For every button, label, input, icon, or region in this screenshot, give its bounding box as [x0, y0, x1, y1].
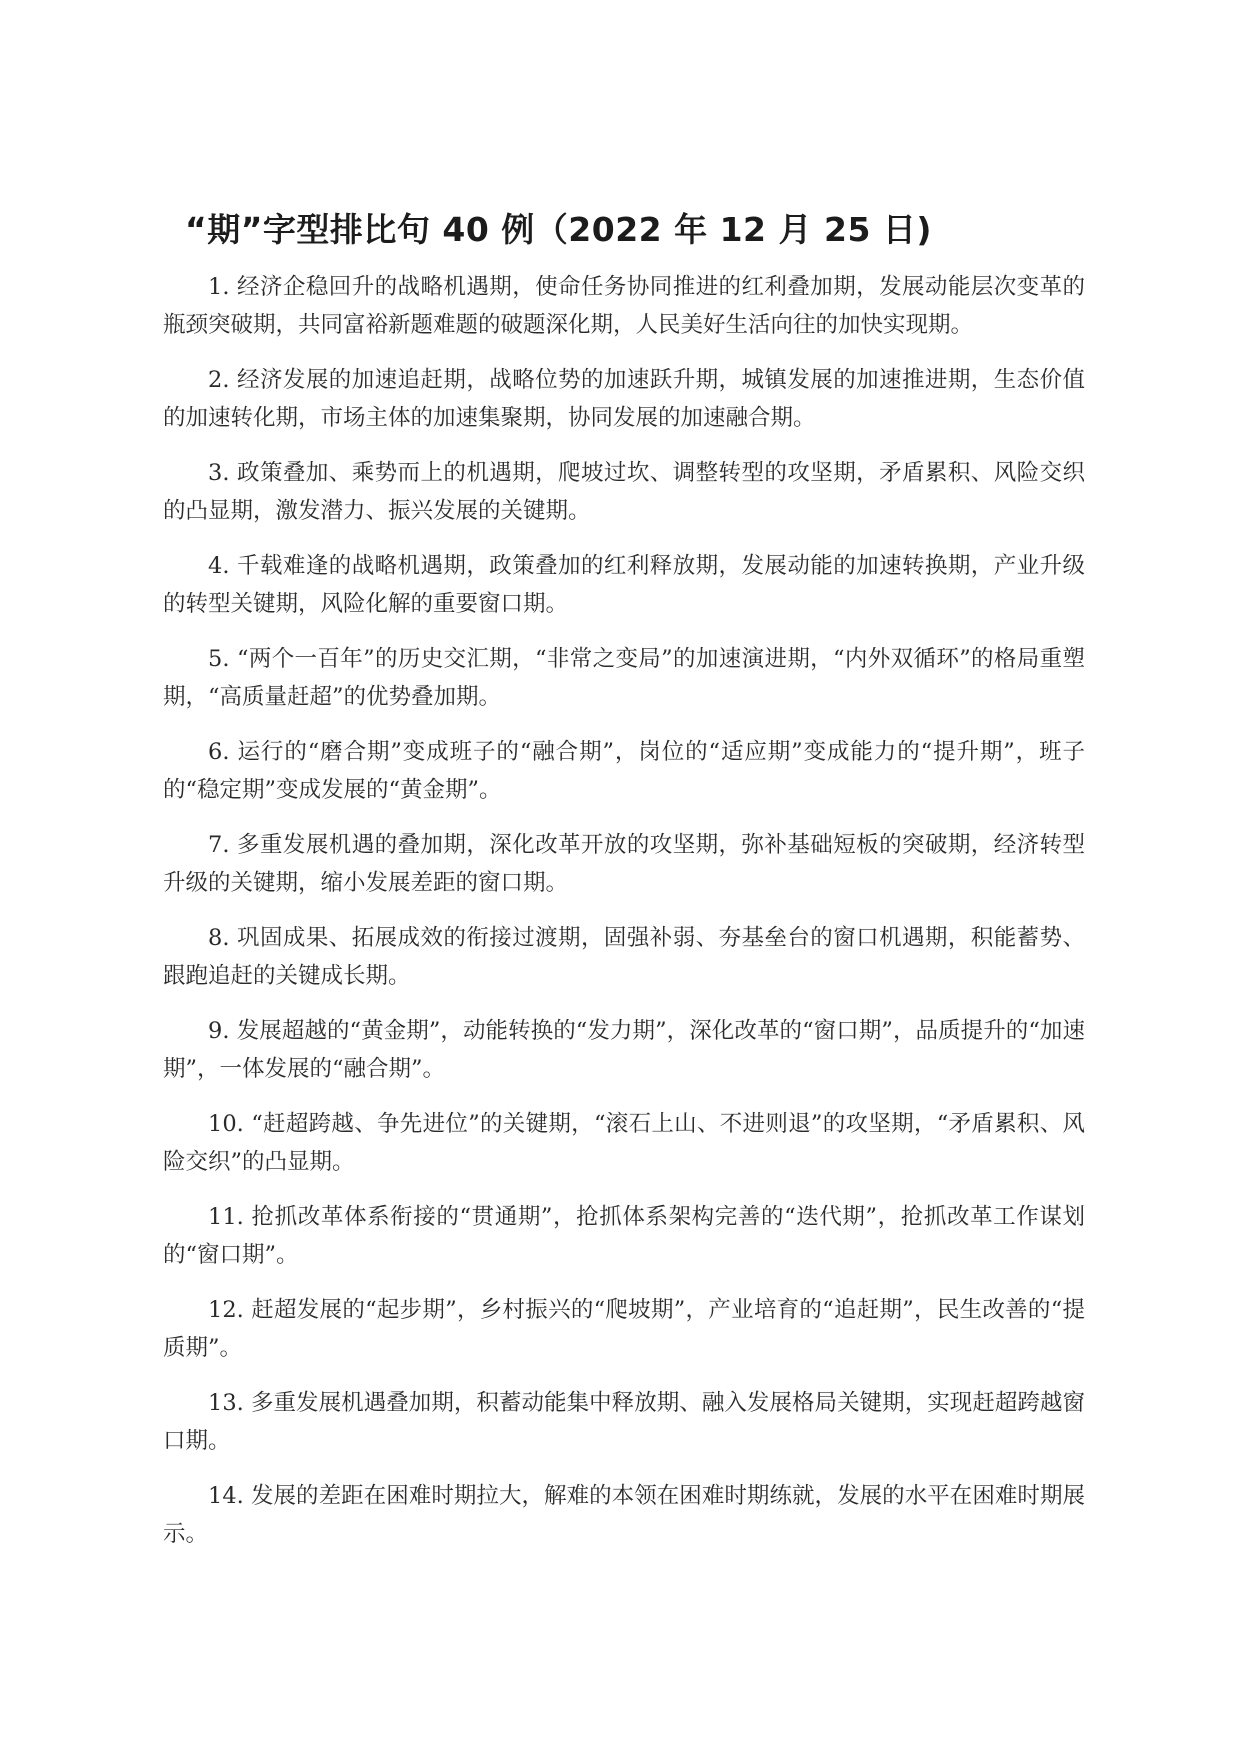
paragraph-2: 2. 经济发展的加速追赶期，战略位势的加速跃升期，城镇发展的加速推进期，生态价值的加速转化期，市场主体的加速集聚期，协同发展的加速融合期。 — [163, 367, 1085, 431]
paragraph-5: 5. “两个一百年”的历史交汇期，“非常之变局”的加速演进期，“内外双循环”的格局重塑期，“高质量赶超”的优势叠加期。 — [163, 646, 1085, 710]
paragraph-7: 7. 多重发展机遇的叠加期，深化改革开放的攻坚期，弥补基础短板的突破期，经济转型升级的关键期，缩小发展差距的窗口期。 — [163, 832, 1085, 896]
document-title: “期”字型排比句 40 例（2022 年 12 月 25 日) — [185, 210, 932, 249]
paragraph-12: 12. 赶超发展的“起步期”，乡村振兴的“爬坡期”，产业培育的“追赶期”，民生改善的“提质期”。 — [163, 1297, 1085, 1361]
paragraph-11: 11. 抢抓改革体系衔接的“贯通期”，抢抓体系架构完善的“迭代期”，抢抓改革工作谋划的“窗口期”。 — [163, 1204, 1085, 1268]
paragraph-4: 4. 千载难逢的战略机遇期，政策叠加的红利释放期，发展动能的加速转换期，产业升级的转型关键期，风险化解的重要窗口期。 — [163, 553, 1085, 617]
paragraph-14: 14. 发展的差距在困难时期拉大，解难的本领在困难时期练就，发展的水平在困难时期展示。 — [163, 1483, 1085, 1547]
document-page — [163, 208, 1085, 1570]
paragraph-10: 10. “赶超跨越、争先进位”的关键期，“滚石上山、不进则退”的攻坚期，“矛盾累积、风险交织”的凸显期。 — [163, 1111, 1085, 1175]
paragraph-8: 8. 巩固成果、拓展成效的衔接过渡期，固强补弱、夯基垒台的窗口机遇期，积能蓄势、跟跑追赶的关键成长期。 — [163, 925, 1085, 989]
paragraph-6: 6. 运行的“磨合期”变成班子的“融合期”，岗位的“适应期”变成能力的“提升期”，班子的“稳定期”变成发展的“黄金期”。 — [163, 739, 1085, 803]
paragraph-9: 9. 发展超越的“黄金期”，动能转换的“发力期”，深化改革的“窗口期”，品质提升的“加速期”，一体发展的“融合期”。 — [163, 1018, 1085, 1082]
paragraph-3: 3. 政策叠加、乘势而上的机遇期，爬坡过坎、调整转型的攻坚期，矛盾累积、风险交织的凸显期，激发潜力、振兴发展的关键期。 — [163, 460, 1085, 524]
paragraph-1: 1. 经济企稳回升的战略机遇期，使命任务协同推进的红利叠加期，发展动能层次变革的瓶颈突破期，共同富裕新题难题的破题深化期，人民美好生活向往的加快实现期。 — [163, 274, 1085, 338]
paragraph-13: 13. 多重发展机遇叠加期，积蓄动能集中释放期、融入发展格局关键期，实现赶超跨越窗口期。 — [163, 1390, 1085, 1454]
